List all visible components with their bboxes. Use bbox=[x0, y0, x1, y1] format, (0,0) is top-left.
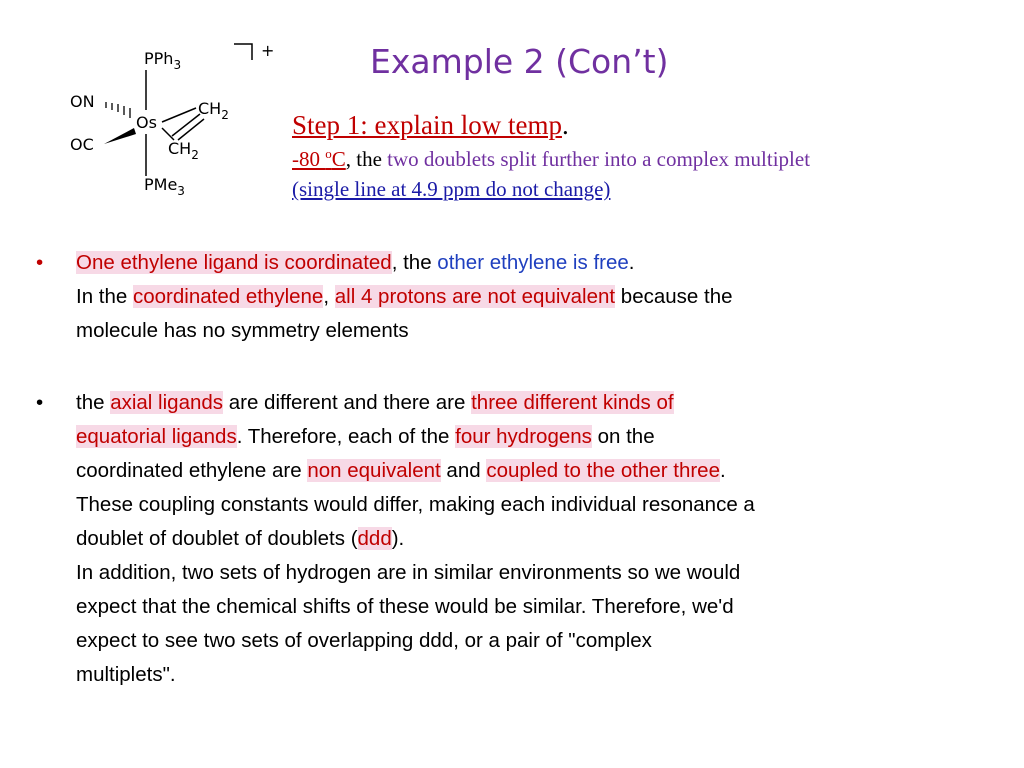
atom-co: OC bbox=[70, 135, 94, 154]
b2-four-h: four hydrogens bbox=[455, 425, 592, 448]
step-detail bbox=[292, 144, 1004, 204]
b1-text: is bbox=[567, 251, 594, 274]
b2-equatorial: equatorial ligands bbox=[76, 425, 237, 448]
b2-line9: multiplets". bbox=[76, 663, 176, 686]
b2-line3: coordinated ethylene are non equivalent and coupled to the other three. bbox=[76, 459, 726, 482]
b1-coordinated: One ethylene ligand is coordinated bbox=[76, 251, 392, 274]
b1-text: , the bbox=[391, 251, 438, 274]
atom-no: ON bbox=[70, 92, 95, 111]
b2-line6: In addition, two sets of hydrogen are in similar environments so we would bbox=[76, 561, 741, 584]
b1-free: free bbox=[593, 251, 629, 274]
bullet-item bbox=[36, 386, 948, 692]
osmium-complex-structure bbox=[64, 40, 286, 200]
bond-os-no-hashed bbox=[106, 102, 130, 118]
bond-c-c-double bbox=[178, 119, 204, 140]
charge-label: + bbox=[261, 41, 275, 60]
atom-ch2-lower: $CH_2$ bbox=[168, 139, 199, 162]
bullet-dot: • bbox=[36, 251, 44, 274]
atom-os: Os bbox=[136, 113, 157, 132]
single-line-text: (single line at 4.9 ppm do not change) bbox=[292, 177, 611, 201]
bullet-item bbox=[36, 246, 948, 348]
slide-title: Example 2 (Con’t) bbox=[370, 42, 669, 81]
b2-coupled: coupled to the other three bbox=[486, 459, 720, 482]
bullet-list bbox=[36, 246, 948, 692]
b2-axial: axial ligands bbox=[110, 391, 224, 414]
atom-pph3: PPh$_3$ bbox=[144, 49, 182, 72]
bond-os-co-wedge bbox=[104, 128, 136, 144]
bullet-dot: • bbox=[36, 391, 44, 414]
atom-pme3: PMe$_3$ bbox=[144, 175, 185, 198]
b2-line5: doublet of doublet of doublets (ddd). bbox=[76, 527, 405, 550]
b2-non-equiv: non equivalent bbox=[307, 459, 441, 482]
b1-coordinated-ethylene: coordinated ethylene bbox=[133, 285, 324, 308]
b1-text: . bbox=[628, 251, 635, 274]
bond-os-ch2-upper bbox=[162, 108, 196, 122]
b1-protons: all 4 protons are not equivalent bbox=[334, 285, 616, 308]
b2-line4: These coupling constants would differ, making each individual resonance a bbox=[76, 493, 755, 516]
b2-line7: expect that the chemical shifts of these would be similar. Therefore, we'd bbox=[76, 595, 734, 618]
atom-ch2-upper: $CH_2$ bbox=[198, 99, 229, 122]
split-text: two doublets split further into a complex multiplet bbox=[387, 147, 811, 171]
b2-text: the bbox=[76, 391, 111, 414]
step-heading-period: . bbox=[561, 110, 569, 140]
b2-line2: equatorial ligands. Therefore, each of the four hydrogens on the bbox=[76, 425, 655, 448]
b1-line2: In the coordinated ethylene, all 4 protons are not equivalent because the bbox=[76, 285, 733, 308]
b1-line3: molecule has no symmetry elements bbox=[76, 319, 409, 342]
charge-bracket bbox=[234, 44, 252, 60]
b2-text: are different and there are bbox=[223, 391, 472, 414]
b2-line8: expect to see two sets of overlapping ddd, or a pair of "complex bbox=[76, 629, 652, 652]
b1-other-ethylene: other ethylene bbox=[437, 251, 568, 274]
step-heading-text: Step 1: explain low temp bbox=[292, 110, 562, 140]
step-connector: , the bbox=[345, 147, 388, 171]
step-heading bbox=[292, 108, 1004, 142]
temp-label: -80 $^o$C bbox=[292, 146, 346, 171]
b2-ddd: ddd bbox=[357, 527, 392, 550]
b2-three-kinds: three different kinds of bbox=[471, 391, 674, 414]
step-block bbox=[292, 108, 1004, 204]
